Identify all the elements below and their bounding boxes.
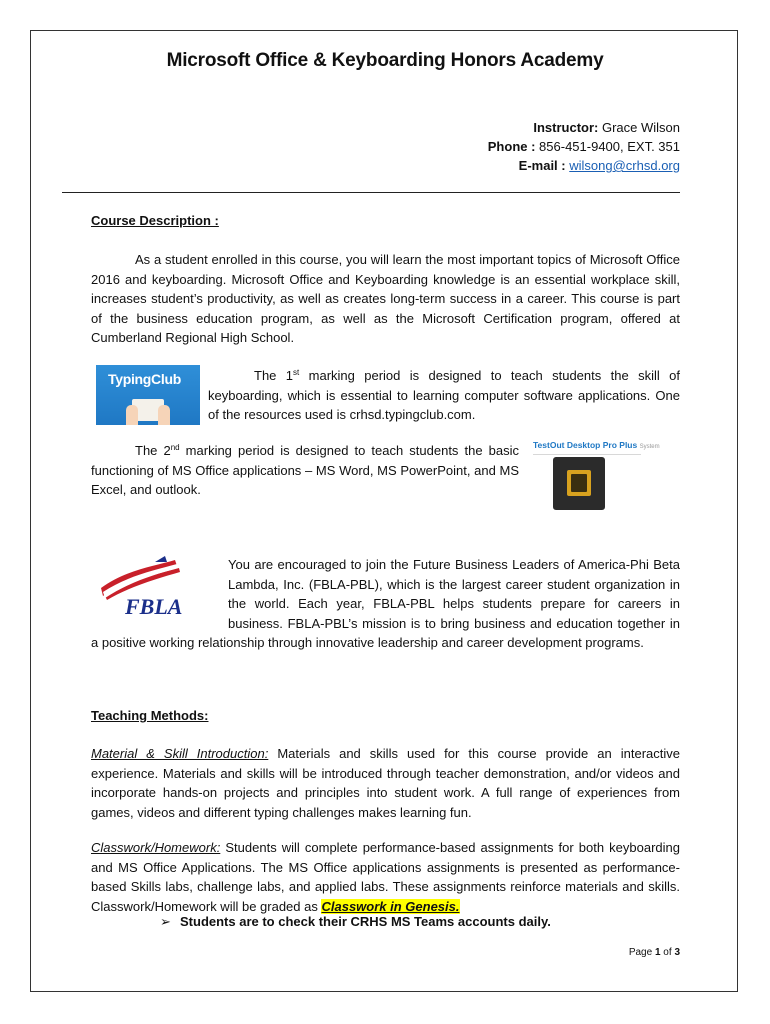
teaching-methods-heading: Teaching Methods: xyxy=(91,708,209,723)
classwork-homework-paragraph: Classwork/Homework: Students will complete performance-based assignments for both keyboarding and MS Office Applications. The MS Office applications assignments is presented as performance-based Skills labs, challenge labs, and applied labs. These assignments reinforce materials and skills. Classwork/Homework will be graded as Classwork in Genesis. xyxy=(91,840,680,914)
second-marking-period-paragraph: The 2nd marking period is designed to teach students the basic functioning of MS Office applications – MS Word, MS PowerPoint, and MS Excel, and outlook. xyxy=(91,443,519,497)
arrowhead-bullet-icon: ➢ xyxy=(160,914,171,929)
course-description-heading: Course Description : xyxy=(91,213,219,228)
instructor-line xyxy=(488,118,680,137)
page-number: Page 1 of 3 xyxy=(628,947,680,958)
fbla-logo-text: FBLA xyxy=(125,594,183,619)
teams-bullet xyxy=(160,914,551,930)
course-description-paragraph: As a student enrolled in this course, you will learn the most important topics of Microsoft Office 2016 and keyboarding. Microsoft Office and Keyboarding knowledge is an essential workplace skill, increases student’s productivity, as well as creates long-term success in a career. This course is part of the business education program, as well as the Microsoft Certification program, offered at Cumberland Regional High School. xyxy=(91,252,680,345)
material-skill-paragraph: Material & Skill Introduction: Materials and skills used for this course provide an interactive experience. Materials and skills will be introduced through teacher demonstration, and/or videos and incorporate hands-on projects and principles into student work. A full range of experiences from games, videos and different typing challenges makes learning fun. xyxy=(91,746,680,820)
fbla-paragraph: You are encouraged to join the Future Business Leaders of America-Phi Beta Lambda, Inc. (FBLA-PBL), which is the largest career student organization in the world. Each year, FBLA-PBL helps students prepare for careers in business. FBLA-PBL’s mission is to bring business and education together in a positive working relationship through innovative leadership and career development programs. xyxy=(91,557,680,650)
phone-value: 856-451-9400, EXT. 351 xyxy=(535,139,680,154)
phone-line xyxy=(488,137,680,156)
typingclub-logo-text: TypingClub xyxy=(108,371,181,387)
instructor-label: Instructor: xyxy=(533,120,599,135)
teams-bullet-text: Students are to check their CRHS MS Teams accounts daily. xyxy=(180,914,551,929)
email-line xyxy=(488,156,680,175)
document-title: Microsoft Office & Keyboarding Honors Academy xyxy=(166,50,604,71)
instructor-value: Grace Wilson xyxy=(598,120,680,135)
first-marking-period-paragraph: The 1st marking period is designed to teach students the skill of keyboarding, which is essential to learning computer software applications. One of the resources used is crhsd.typingclub.com. xyxy=(208,368,680,422)
header-divider xyxy=(62,192,680,193)
testout-logo: TestOut Desktop Pro Plus System ———————————————————————— xyxy=(530,440,656,514)
email-link[interactable]: wilsong@crhsd.org xyxy=(569,158,680,173)
classwork-genesis-highlight: Classwork in Genesis. xyxy=(321,898,460,914)
email-label: E-mail : xyxy=(518,158,566,173)
contact-block xyxy=(488,118,680,175)
phone-label: Phone : xyxy=(487,139,536,154)
typingclub-logo xyxy=(96,365,200,425)
